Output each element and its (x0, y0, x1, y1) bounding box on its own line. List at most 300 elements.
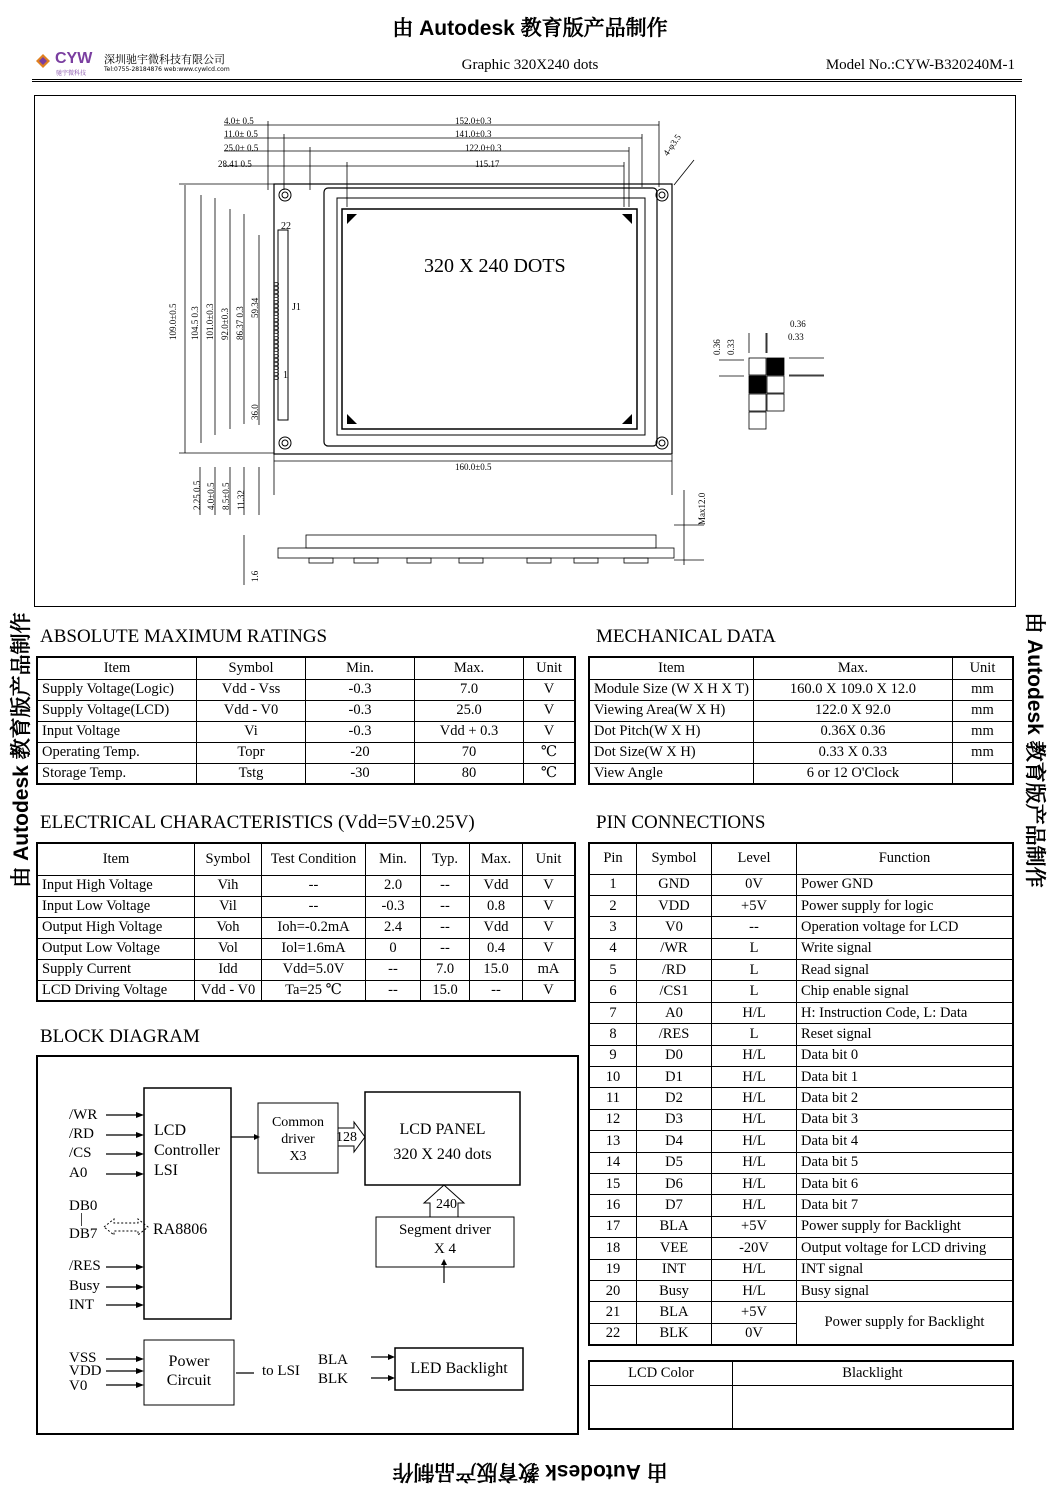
cell: ℃ (524, 763, 576, 784)
cell: V (523, 980, 576, 1001)
cell: 3 (589, 917, 637, 938)
cell: D2 (637, 1088, 712, 1109)
cell: Input Low Voltage (37, 896, 195, 917)
common-driver-line: Common (271, 1115, 325, 1130)
cell: /RES (637, 1024, 712, 1045)
dot-dim-3: 0.36 (790, 319, 806, 329)
mech-title: MECHANICAL DATA (596, 626, 776, 647)
cell: 0.8 (470, 896, 523, 917)
table-header: Unit (952, 657, 1013, 679)
controller-line: Controller (154, 1142, 220, 1159)
table-row (589, 1173, 1013, 1194)
cell: mm (952, 721, 1013, 742)
dim-width: 160.0±0.5 (455, 462, 492, 472)
table-header: Function (797, 843, 1014, 874)
cell: Output High Voltage (37, 917, 195, 938)
cell: -- (470, 980, 523, 1001)
dim-top-4: 28.41 0.5 (218, 159, 252, 169)
cell: Module Size (W X H X T) (589, 679, 753, 700)
dim-left-7: 36.0 (250, 404, 260, 420)
cell: -- (421, 875, 470, 896)
cell: 16 (589, 1195, 637, 1216)
signal-wr: /WR (69, 1107, 98, 1123)
cell: Vih (195, 875, 262, 896)
dim-top-1: 4.0± 0.5 (224, 116, 254, 126)
cell: 70 (415, 742, 524, 763)
table-header: Max. (753, 657, 952, 679)
cell: 21 (589, 1302, 637, 1323)
table-row (589, 721, 1013, 742)
cell: -- (366, 959, 421, 980)
cell: -30 (306, 763, 415, 784)
cell: -- (262, 896, 366, 917)
model-number: Model No.:CYW-B320240M-1 (825, 57, 1015, 73)
cell: 5 (589, 960, 637, 981)
cell: Input Voltage (37, 721, 197, 742)
cell: Vdd (470, 875, 523, 896)
cell: D1 (637, 1067, 712, 1088)
dim-left-2: 104.5 0.3 (190, 306, 200, 340)
table-header: Typ. (421, 843, 470, 875)
segment-bus-width: 240 (436, 1197, 457, 1212)
cell: 7.0 (415, 679, 524, 700)
cell: 15 (589, 1173, 637, 1194)
table-row (589, 1045, 1013, 1066)
table-row (589, 981, 1013, 1002)
cell: Power GND (797, 874, 1014, 895)
dim-top-right-2: 141.0±0.3 (455, 129, 492, 139)
cell: VDD (637, 895, 712, 916)
cell: V (523, 938, 576, 959)
power-line: Circuit (166, 1372, 212, 1389)
cell: Voh (195, 917, 262, 938)
cell: 19 (589, 1259, 637, 1280)
pin-1-label: 1 (283, 370, 288, 381)
dim-left-5: 86.37 0.3 (235, 306, 245, 340)
table-header: Item (37, 657, 197, 679)
table-row (589, 1088, 1013, 1109)
cell: mm (952, 679, 1013, 700)
cell: Ioh=-0.2mA (262, 917, 366, 938)
cell: Vdd - Vss (197, 679, 306, 700)
cell: 9 (589, 1045, 637, 1066)
cell: V0 (637, 917, 712, 938)
controller-line: LSI (154, 1162, 178, 1179)
cell: Vil (195, 896, 262, 917)
cell: -- (421, 917, 470, 938)
cell: Operation voltage for LCD (797, 917, 1014, 938)
cell: Supply Voltage(Logic) (37, 679, 197, 700)
dim-bottom-4: 11.32 (236, 490, 246, 510)
signal-busy: Busy (69, 1278, 100, 1294)
dim-top-right-3: 122.0±0.3 (465, 143, 502, 153)
table-header: Min. (306, 657, 415, 679)
cell: VEE (637, 1238, 712, 1259)
elec-table (36, 842, 576, 1002)
table-row (37, 959, 575, 980)
table-row (37, 700, 575, 721)
cell: 12 (589, 1109, 637, 1130)
cell: Storage Temp. (37, 763, 197, 784)
cell (733, 1385, 1014, 1429)
cell: 0V (712, 1323, 797, 1344)
cell: /RD (637, 960, 712, 981)
document-title: Graphic 320X240 dots (461, 57, 599, 73)
mech-table (588, 656, 1014, 785)
cell: 0V (712, 874, 797, 895)
cell: Data bit 1 (797, 1067, 1014, 1088)
backlight-blk: BLK (318, 1371, 348, 1387)
cell: Vdd + 0.3 (415, 721, 524, 742)
abs-max-title: ABSOLUTE MAXIMUM RATINGS (40, 626, 328, 647)
watermark-top: 由 Autodesk 教育版产品制作 (392, 17, 668, 40)
cell: 2.4 (366, 917, 421, 938)
cell: 25.0 (415, 700, 524, 721)
cell: Busy signal (797, 1280, 1014, 1301)
cell: -0.3 (306, 679, 415, 700)
table-row (589, 1302, 1013, 1323)
cell: Dot Size(W X H) (589, 742, 753, 763)
cell: H/L (712, 1280, 797, 1301)
segment-driver-label (376, 1221, 514, 1259)
table-header: Blacklight (733, 1361, 1014, 1385)
cell: H: Instruction Code, L: Data (797, 1002, 1014, 1023)
table-row (589, 1152, 1013, 1173)
table-row (37, 938, 575, 959)
cell: 15.0 (470, 959, 523, 980)
cell: Tstg (197, 763, 306, 784)
dim-left-6: 59.34 (250, 297, 260, 318)
power-circuit-label (144, 1352, 234, 1390)
cell: Dot Pitch(W X H) (589, 721, 753, 742)
screen-label: 320 X 240 DOTS (424, 255, 566, 277)
table-row (37, 721, 575, 742)
cell: L (712, 1024, 797, 1045)
table-row (589, 960, 1013, 981)
cell: 15.0 (421, 980, 470, 1001)
cell: 7.0 (421, 959, 470, 980)
cell: V (523, 875, 576, 896)
cell: +5V (712, 1216, 797, 1237)
company-name: 深圳驰宇微科技有限公司 (104, 54, 225, 66)
signal-rd: /RD (69, 1126, 95, 1142)
table-header: Item (37, 843, 195, 875)
cell: V (524, 721, 576, 742)
table-row (589, 679, 1013, 700)
cell: 18 (589, 1238, 637, 1259)
pin-22-label: 22 (281, 221, 291, 232)
dim-bottom-3: 8.5±0.5 (221, 482, 231, 510)
cell: H/L (712, 1109, 797, 1130)
cell: D5 (637, 1152, 712, 1173)
cell: 8 (589, 1024, 637, 1045)
cell: Topr (197, 742, 306, 763)
table-row (589, 1280, 1013, 1301)
cell: Vdd - V0 (195, 980, 262, 1001)
cell: 80 (415, 763, 524, 784)
company-contact: Tel:0755-28184876 web:www.cywlcd.com (104, 66, 230, 73)
color-table (588, 1360, 1014, 1430)
logo-brand: CYW (55, 50, 93, 67)
signal-db7: DB7 (69, 1226, 98, 1242)
signal-res: /RES (69, 1258, 101, 1274)
cell: D4 (637, 1131, 712, 1152)
table-header: Max. (415, 657, 524, 679)
cell: 0.36X 0.36 (753, 721, 952, 742)
cell: BLK (637, 1323, 712, 1344)
cell: 2 (589, 895, 637, 916)
table-row (589, 874, 1013, 895)
connector-label: J1 (292, 302, 301, 313)
cell: Power supply for Backlight (797, 1216, 1014, 1237)
pins-title: PIN CONNECTIONS (596, 812, 766, 833)
cell: Data bit 5 (797, 1152, 1014, 1173)
dot-dim-2: 0.33 (726, 339, 736, 355)
table-row (589, 1002, 1013, 1023)
table-row (37, 917, 575, 938)
cell: Vdd=5.0V (262, 959, 366, 980)
table-row (37, 896, 575, 917)
table-row (37, 742, 575, 763)
power-line: Power (168, 1353, 210, 1370)
signal-db0: DB0 (69, 1198, 98, 1214)
cell: 6 or 12 O'Clock (753, 763, 952, 784)
cell: Power supply for Backlight (797, 1302, 1014, 1345)
cell: ℃ (524, 742, 576, 763)
signal-a0: A0 (69, 1165, 88, 1181)
cell: BLA (637, 1216, 712, 1237)
dim-top-right-1: 152.0±0.3 (455, 116, 492, 126)
cell: 0.4 (470, 938, 523, 959)
cell: Data bit 2 (797, 1088, 1014, 1109)
cell: Vdd - V0 (197, 700, 306, 721)
dim-bottom-1: 2.25 0.5 (192, 480, 202, 510)
cell: -- (421, 938, 470, 959)
dim-left-3: 101.0±0.3 (205, 303, 215, 340)
cell: /WR (637, 938, 712, 959)
cell: D0 (637, 1045, 712, 1066)
cell: Data bit 3 (797, 1109, 1014, 1130)
cell: +5V (712, 1302, 797, 1323)
controller-line: LCD (154, 1122, 186, 1139)
table-row (589, 1109, 1013, 1130)
block-title: BLOCK DIAGRAM (40, 1026, 200, 1047)
signal-int: INT (69, 1297, 94, 1313)
cell: 13 (589, 1131, 637, 1152)
cell: 0.33 X 0.33 (753, 742, 952, 763)
cell: L (712, 960, 797, 981)
cell: A0 (637, 1002, 712, 1023)
cell: INT signal (797, 1259, 1014, 1280)
mechanical-drawing (34, 95, 1014, 605)
signal-cs: /CS (69, 1145, 92, 1161)
cell: H/L (712, 1067, 797, 1088)
table-row (589, 700, 1013, 721)
cell: /CS1 (637, 981, 712, 1002)
cell (589, 1385, 733, 1429)
segment-driver-line: X 4 (433, 1241, 457, 1257)
cell: 2.0 (366, 875, 421, 896)
controller-chip: RA8806 (153, 1221, 208, 1238)
table-row (589, 1067, 1013, 1088)
table-header: Test Condition (262, 843, 366, 875)
cell: Output Low Voltage (37, 938, 195, 959)
table-header: Symbol (197, 657, 306, 679)
cell: Reset signal (797, 1024, 1014, 1045)
cell: Data bit 6 (797, 1173, 1014, 1194)
cell: GND (637, 874, 712, 895)
cell: V (524, 700, 576, 721)
backlight-bla: BLA (318, 1352, 348, 1368)
cell: mA (523, 959, 576, 980)
cell: 20 (589, 1280, 637, 1301)
cell: LCD Driving Voltage (37, 980, 195, 1001)
common-driver-line: driver (281, 1132, 315, 1147)
header-rule (32, 79, 1022, 80)
common-bus-width: 128 (336, 1130, 357, 1145)
elec-title: ELECTRICAL CHARACTERISTICS (Vdd=5V±0.25V) (40, 812, 475, 833)
dim-hole: 4-φ3.5 (661, 132, 683, 158)
watermark-bottom: 由 Autodesk 教育版产品制作 (392, 1460, 668, 1483)
cell: H/L (712, 1002, 797, 1023)
cell: H/L (712, 1045, 797, 1066)
dim-top-right-4: 115.17 (475, 159, 500, 169)
cell: 7 (589, 1002, 637, 1023)
cell: 22 (589, 1323, 637, 1344)
header-rule (32, 81, 1022, 82)
cell: H/L (712, 1173, 797, 1194)
cell: -20V (712, 1238, 797, 1259)
cell: D7 (637, 1195, 712, 1216)
table-header: Unit (524, 657, 576, 679)
cell: Viewing Area(W X H) (589, 700, 753, 721)
cell: 17 (589, 1216, 637, 1237)
dim-left-4: 92.0±0.3 (220, 308, 230, 340)
controller-label (154, 1121, 220, 1181)
cell: -- (421, 896, 470, 917)
logo-brand-sub: 驰宇微科技 (56, 70, 87, 77)
dim-bottom-2: 4.0±0.5 (206, 482, 216, 510)
cell: Busy (637, 1280, 712, 1301)
cell: Chip enable signal (797, 981, 1014, 1002)
cell: -- (712, 917, 797, 938)
table-row (37, 980, 575, 1001)
dot-dim-4: 0.33 (788, 332, 804, 342)
lcd-panel-label (365, 1117, 520, 1167)
cell: L (712, 981, 797, 1002)
table-row (589, 938, 1013, 959)
table-row (589, 1131, 1013, 1152)
power-vdd: VDD (69, 1363, 102, 1379)
cell: INT (637, 1259, 712, 1280)
cell: Supply Voltage(LCD) (37, 700, 197, 721)
cell: Data bit 7 (797, 1195, 1014, 1216)
table-row (37, 679, 575, 700)
segment-driver-line: Segment driver (398, 1222, 492, 1238)
lcd-panel-line: LCD PANEL (399, 1121, 486, 1138)
table-header: Max. (470, 843, 523, 875)
cell: -0.3 (306, 721, 415, 742)
lcd-panel-line: 320 X 240 dots (393, 1146, 492, 1163)
cell: Vol (195, 938, 262, 959)
cell: Supply Current (37, 959, 195, 980)
table-row (589, 1238, 1013, 1259)
to-lsi-label: to LSI (262, 1363, 300, 1379)
cell: BLA (637, 1302, 712, 1323)
cell: D6 (637, 1173, 712, 1194)
connector-pins: 00.0000.0000.0000.0000.0000 (272, 282, 281, 380)
cell: Iol=1.6mA (262, 938, 366, 959)
watermark-right: 由 Autodesk 教育版产品制作 (1023, 612, 1046, 888)
cell: 0 (366, 938, 421, 959)
cell: Data bit 0 (797, 1045, 1014, 1066)
abs-max-table (36, 656, 576, 785)
table-header: Unit (523, 843, 576, 875)
power-vss: VSS (69, 1350, 97, 1366)
table-header: Symbol (637, 843, 712, 874)
table-row (589, 1024, 1013, 1045)
power-v0: V0 (69, 1378, 88, 1394)
led-backlight-label: LED Backlight (410, 1360, 508, 1377)
cell: 14 (589, 1152, 637, 1173)
cell: H/L (712, 1152, 797, 1173)
cell: 10 (589, 1067, 637, 1088)
common-driver-line: X3 (289, 1149, 307, 1164)
cell: View Angle (589, 763, 753, 784)
cell: Input High Voltage (37, 875, 195, 896)
cell: V (523, 917, 576, 938)
cell: -- (262, 875, 366, 896)
table-row (589, 763, 1013, 784)
dim-left-1: 109.0±0.5 (168, 303, 178, 340)
signal-db-bar: | (80, 1211, 84, 1227)
cell: L (712, 938, 797, 959)
cell: +5V (712, 895, 797, 916)
table-row (589, 1216, 1013, 1237)
dim-top-3: 25.0± 0.5 (224, 143, 259, 153)
pin-rows (589, 874, 1013, 1345)
cell: -20 (306, 742, 415, 763)
cell: mm (952, 742, 1013, 763)
dim-max-height: Max12.0 (697, 492, 707, 525)
cell: 4 (589, 938, 637, 959)
cell (952, 763, 1013, 784)
common-driver-label (258, 1114, 338, 1165)
cell: 160.0 X 109.0 X 12.0 (753, 679, 952, 700)
cell: V (523, 896, 576, 917)
table-row (589, 1259, 1013, 1280)
cell: 122.0 X 92.0 (753, 700, 952, 721)
table-row (37, 763, 575, 784)
dim-board-thickness: 1.6 (250, 570, 260, 582)
table-row (589, 917, 1013, 938)
cell: -0.3 (366, 896, 421, 917)
cell: Operating Temp. (37, 742, 197, 763)
cell: 11 (589, 1088, 637, 1109)
cell: Power supply for logic (797, 895, 1014, 916)
table-header: Pin (589, 843, 637, 874)
cell: Output voltage for LCD driving (797, 1238, 1014, 1259)
cell: -0.3 (306, 700, 415, 721)
cell: H/L (712, 1131, 797, 1152)
cell: Read signal (797, 960, 1014, 981)
table-header: LCD Color (589, 1361, 733, 1385)
cell: Vi (197, 721, 306, 742)
table-header: Min. (366, 843, 421, 875)
cell: H/L (712, 1088, 797, 1109)
table-header: Item (589, 657, 753, 679)
cell: mm (952, 700, 1013, 721)
